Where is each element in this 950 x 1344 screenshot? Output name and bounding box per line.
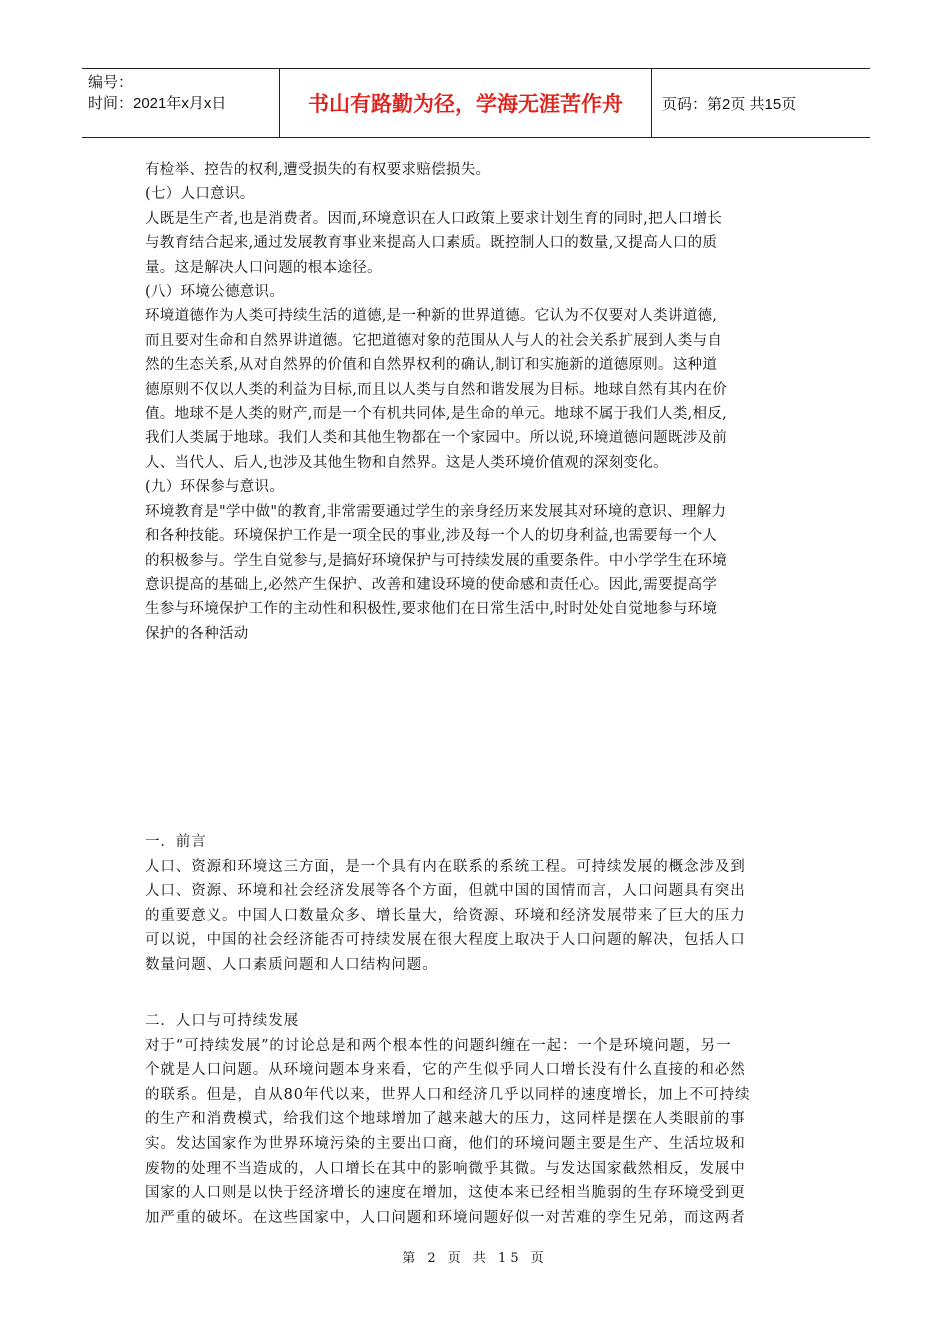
header-meta-cell	[82, 69, 280, 137]
text-line: 的重要意义。中国人口数量众多、增长量大，给资源、环境和经济发展带来了巨大的压力	[145, 907, 746, 924]
page-info-cell	[652, 69, 870, 137]
text-line: 与教育结合起来,通过发展教育事业来提高人口素质。既控制人口的数量,又提高人口的质	[145, 235, 718, 252]
text-line: 而且要对生命和自然界讲道德。它把道德对象的范围从人与人的社会关系扩展到人类与自	[145, 332, 723, 349]
text-line: 然的生态关系,从对自然界的价值和自然界权利的确认,制订和实施新的道德原则。这种道	[145, 357, 718, 374]
text-line: 德原则不仅以人类的利益为目标,而且以人类与自然和谐发展为目标。地球自然有其内在价	[145, 381, 728, 398]
text-line: 环境道德作为人类可持续生活的道德,是一种新的世界道德。它认为不仅要对人类讲道德,	[145, 308, 718, 325]
text-line: 人、当代人、后人,也涉及其他生物和自然界。这是人类环境价值观的深刻变化。	[145, 454, 668, 471]
text-line: 加严重的破坏。在这些国家中，人口问题和环境问题好似一对苦难的孪生兄弟，而这两者	[145, 1209, 746, 1226]
section-preface	[145, 830, 810, 978]
text-line: 意识提高的基础上,必然产生保护、改善和建设环境的使命感和责任心。因此,需要提高学	[145, 576, 718, 593]
motto-cell	[280, 69, 652, 137]
text-line: 和各种技能。环境保护工作是一项全民的事业,涉及每一个人的切身利益,也需要每一个人	[145, 528, 718, 545]
motto-text: 书山有路勤为径，学海无涯苦作舟	[308, 92, 623, 116]
text-line: 环境教育是"学中做"的教育,非常需要通过学生的亲身经历来发展其对环境的意识、理解力	[145, 503, 727, 520]
date-line: 时间：2021年x月x日	[88, 95, 227, 112]
text-line: 量。这是解决人口问题的根本途径。	[145, 259, 382, 276]
text-line: 废物的处理不当造成的，人口增长在其中的影响微乎其微。与发达国家截然相反，发展中	[145, 1160, 746, 1177]
text-line: 人既是生产者,也是消费者。因而,环境意识在人口政策上要求计划生育的同时,把人口增长	[145, 210, 723, 227]
text-line: 个就是人口问题。从环境问题本身来看，它的产生似乎同人口增长没有什么直接的和必然	[145, 1062, 746, 1079]
text-line: 的联系。但是，自从80年代以来，世界人口和经济几乎以同样的速度增长，加上不可持续	[145, 1086, 751, 1103]
text-line: 我们人类属于地球。我们人类和其他生物都在一个家园中。所以说,环境道德问题既涉及前	[145, 430, 728, 447]
code-label: 编号：	[88, 74, 134, 91]
text-line: 人口、资源、环境和社会经济发展等各个方面，但就中国的国情而言，人口问题具有突出	[145, 883, 746, 900]
page-footer: 第 2 页 共 15 页	[402, 1251, 548, 1266]
text-line: 数量问题、人口素质问题和人口结构问题。	[145, 956, 438, 973]
subheading-population: (七）人口意识。	[145, 186, 255, 203]
text-line: 可以说，中国的社会经济能否可持续发展在很大程度上取决于人口问题的解决，包括人口	[145, 932, 746, 949]
text-line: 国家的人口则是以快于经济增长的速度在增加，这使本来已经相当脆弱的生存环境受到更	[145, 1185, 746, 1202]
text-line: 的生产和消费模式，给我们这个地球增加了越来越大的压力，这同样是摆在人类眼前的事	[145, 1111, 746, 1128]
text-line: 生参与环境保护工作的主动性和积极性,要求他们在日常生活中,时时处处自觉地参与环境	[145, 601, 718, 618]
text-line: 实。发达国家作为世界环境污染的主要出口商，他们的环境问题主要是生产、生活垃圾和	[145, 1135, 746, 1152]
subheading-participation: (九）环保参与意识。	[145, 479, 285, 496]
text-line: 保护的各种活动	[145, 625, 249, 642]
text-line: 对于“可持续发展”的讨论总是和两个根本性的问题纠缠在一起：一个是环境问题，另一	[145, 1037, 732, 1054]
subheading-ethics: (八）环境公德意识。	[145, 284, 285, 301]
text-line: 人口、资源和环境这三方面，是一个具有内在联系的系统工程。可持续发展的概念涉及到	[145, 858, 746, 875]
text-line: 的积极参与。学生自觉参与,是搞好环境保护与可持续发展的重要条件。中小学学生在环境	[145, 552, 728, 569]
section-heading-preface: 一．前言	[145, 834, 207, 850]
section-heading-population: 二．人口与可持续发展	[145, 1013, 299, 1029]
section-awareness	[145, 158, 810, 646]
document-header	[82, 68, 870, 138]
text-line: 值。地球不是人类的财产,而是一个有机共同体,是生命的单元。地球不属于我们人类,相反,	[145, 406, 728, 423]
section-population-sustainability	[145, 1009, 810, 1230]
page-info-text: 页码：第2页 共15页	[662, 95, 797, 113]
text-line: 有检举、控告的权利,遭受损失的有权要求赔偿损失。	[145, 162, 491, 178]
